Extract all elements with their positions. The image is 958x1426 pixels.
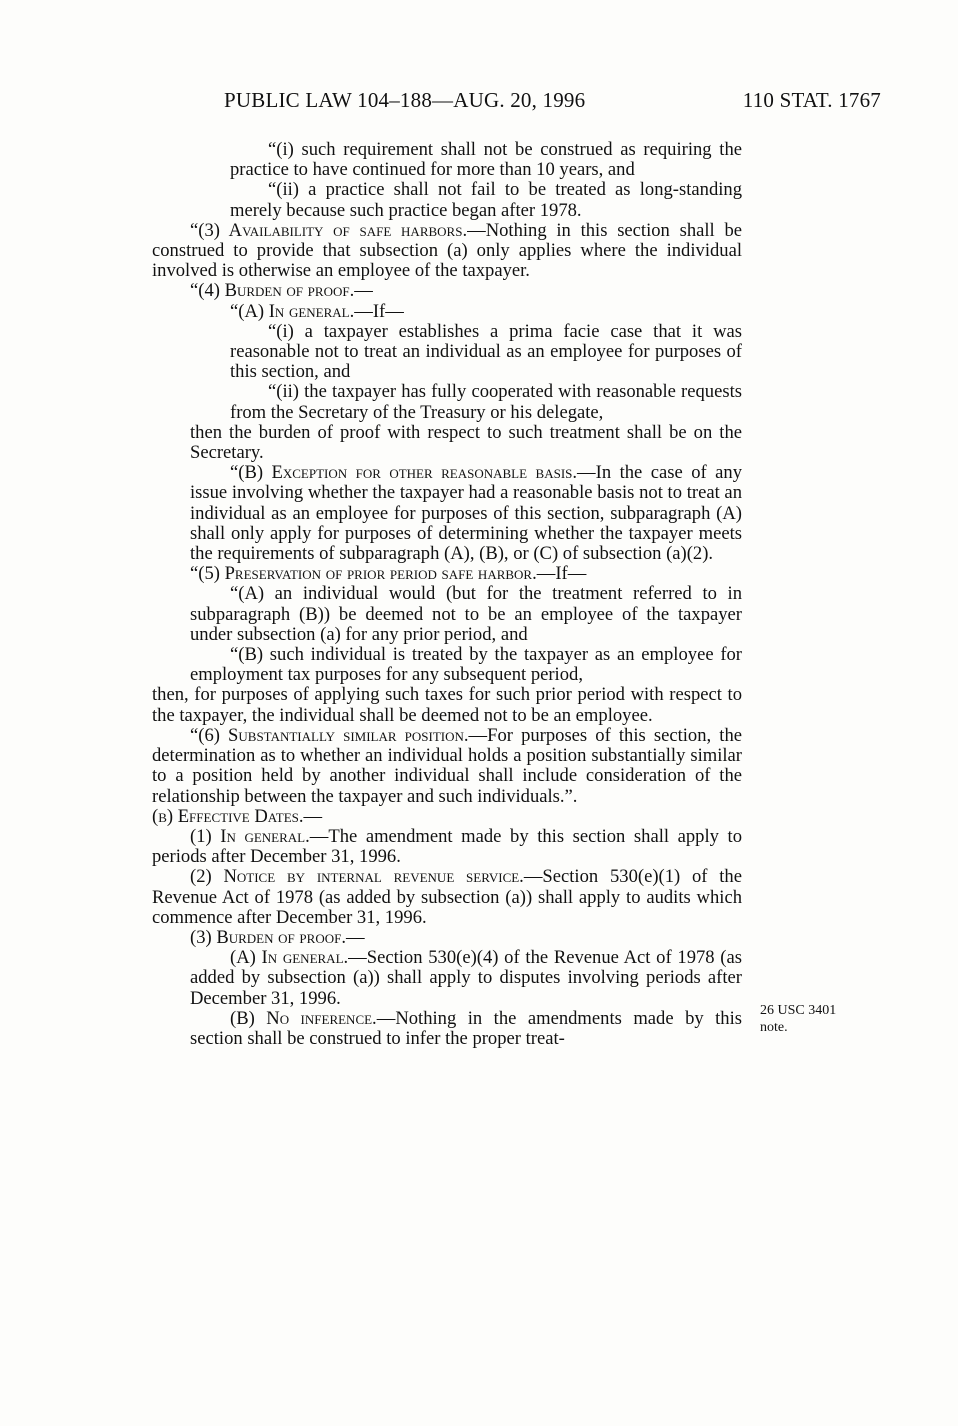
header-stat-page: 110 STAT. 1767 [742,88,881,112]
clause-i: “(i) such requirement shall not be construed as requiring the practice to have continued for more than 10 years, and [230,139,742,181]
paragraph-b3-heading: (3) Burden of proof. [190,926,346,948]
subsection-b-heading: (b) Effective Dates. [152,805,304,827]
paragraph-6 [152,726,742,807]
paragraph-5-text: —If— [536,563,587,585]
subparagraph-b3b-text: —Nothing in the amendments made by this section shall be construed to infer the proper treat- [190,1007,742,1049]
paragraph-b1 [152,827,742,867]
paragraph-b3-text: — [345,926,365,948]
subparagraph-4b-text: —In the case of any issue involving whether the taxpayer had a reasonable basis not to treat an individual as an employee for purposes of this section, subparagraph (A) shall only apply for purposes of determining whether the taxpayer meets the requirements of subparagraph (A), (B), or (C) of subsection (a)(2). [190,462,742,565]
clause-4a-ii: “(ii) the taxpayer has fully cooperated with reasonable requests from the Secretary of the Treasury or his delegate, [230,381,742,423]
clause-ii: “(ii) a practice shall not fail to be treated as long-standing merely because such practice began after 1978. [230,179,742,221]
margin-note-label: note. [760,1020,788,1035]
paragraph-b2-text: —Section 530(e)(1) of the Revenue Act of 1978 (as added by subsection (a)) shall apply to audits which commence after December 31, 1996. [152,866,742,928]
paragraph-6-heading: “(6) Substantially similar position. [190,724,469,746]
subparagraph-b3a [152,948,742,1009]
paragraph-4-text: — [354,280,373,302]
paragraph-b3 [152,928,742,948]
subparagraph-b3b-heading: (B) No inference. [230,1007,377,1029]
subparagraph-b3a-text: —Section 530(e)(4) of the Revenue Act of 1978 (as added by subsection (a)) shall apply to disputes involving periods after December 31, 1996. [190,947,742,1009]
subparagraph-b3a-heading: (A) In general. [230,947,349,969]
header-citation: PUBLIC LAW 104–188—AUG. 20, 1996 [224,88,586,112]
subsection-b-text: — [303,805,323,827]
page-header [224,88,881,118]
subparagraph-4a-text: —If— [354,300,404,322]
paragraph-3 [152,221,742,282]
paragraph-5-heading: “(5) Preservation of prior period safe harbor. [190,563,537,585]
paragraph-4 [152,281,742,301]
paragraph-4-heading: “(4) Burden of proof. [190,280,355,302]
paragraph-b2 [152,867,742,928]
paragraph-b1-text: —The amendment made by this section shall apply to periods after December 31, 1996. [152,825,742,868]
subparagraph-b3b [152,1009,742,1049]
margin-citation-note [760,1002,870,1036]
subparagraph-5a: “(A) an individual would (but for the treatment referred to in subparagraph (B)) be deemed not to be an employee of the taxpayer under subsection (a) for any prior period, and [190,583,742,645]
margin-note-usc: 26 USC 3401 [760,1003,837,1018]
clause-4a-i: “(i) a taxpayer establishes a prima facie case that it was reasonable not to treat an individual as an employee for purposes of this section, and [230,320,742,383]
paragraph-5 [152,564,742,584]
paragraph-3-text: —Nothing in this section shall be construed to provide that subsection (a) only applies where the individual involved is otherwise an employee of the taxpayer. [152,219,742,282]
paragraph-b2-heading: (2) Notice by internal revenue service. [190,866,524,888]
subsection-b [152,807,742,827]
document-body [152,140,742,1049]
paragraph-6-text: —For purposes of this section, the determination as to whether an individual holds a position substantially similar to a position held by another individual shall include consideration of the relationship between the taxpayer and such individuals.”. [152,724,743,807]
subparagraph-4a-heading: “(A) In general. [230,300,355,322]
paragraph-3-heading: “(3) Availability of safe harbors. [190,219,468,241]
flush-text-5: then, for purposes of applying such taxes for such prior period with respect to the taxpayer, the individual shall be deemed not to be an employee. [152,684,742,726]
paragraph-b1-heading: (1) In general. [190,825,310,847]
subparagraph-4b [152,463,742,564]
subparagraph-4a [152,302,742,322]
flush-text-4a: then the burden of proof with respect to such treatment shall be on the Secretary. [190,421,742,464]
subparagraph-5b: “(B) such individual is treated by the taxpayer as an employee for employment tax purposes for any subsequent period, [190,644,742,686]
subparagraph-4b-heading: “(B) Exception for other reasonable basis. [230,462,578,484]
